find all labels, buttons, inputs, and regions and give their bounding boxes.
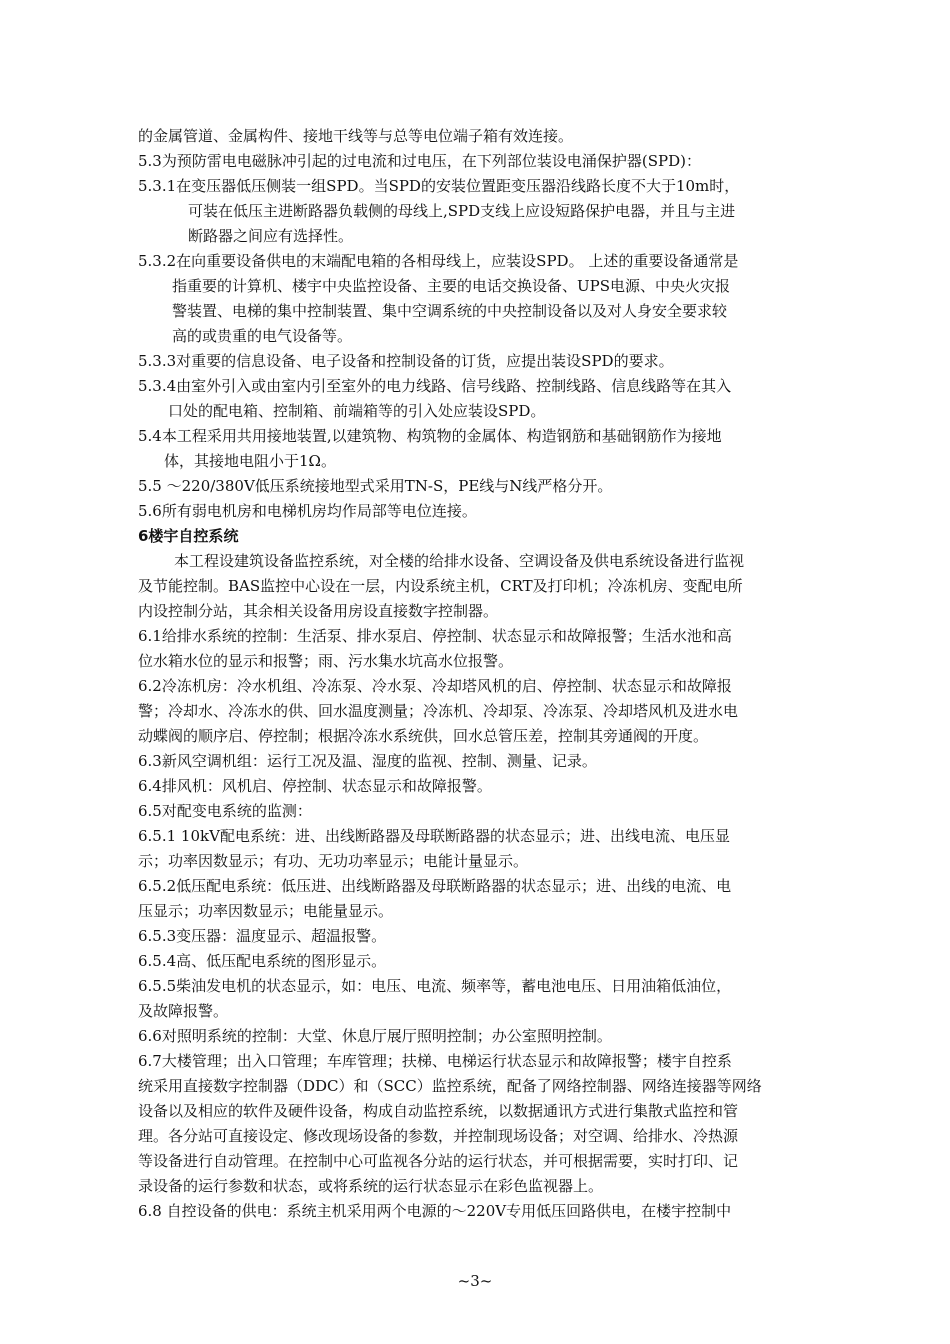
text-line: 断路器之间应有选择性。 [188,227,354,245]
text-line: 5.6所有弱电机房和电梯机房均作局部等电位连接。 [138,502,477,520]
text-line: 位水箱水位的显示和报警；雨、污水集水坑高水位报警。 [138,652,514,670]
text-line: 指重要的计算机、楼宇中央监控设备、主要的电话交换设备、UPS电源、中央火灾报 [172,277,731,295]
text-line: 体，其接地电阻小于1Ω。 [164,452,336,470]
text-line: 设备以及相应的软件及硬件设备，构成自动监控系统，以数据通讯方式进行集散式监控和管 [138,1102,739,1120]
text-line: 示；功率因数显示；有功、无功功率显示；电能计量显示。 [138,852,529,870]
text-line: 6.4排风机：风机启、停控制、状态显示和故障报警。 [138,777,492,795]
text-line: 内设控制分站，其余相关设备用房设直接数字控制器。 [138,602,499,620]
section-heading: 6楼宇自控系统 [138,527,239,545]
text-line: 口处的配电箱、控制箱、前端箱等的引入处应装设SPD。 [168,402,546,420]
text-line: 6.3新风空调机组：运行工况及温、湿度的监视、控制、测量、记录。 [138,752,597,770]
text-line: 5.5 ～220/380V低压系统接地型式采用TN-S，PE线与N线严格分开。 [138,477,613,495]
text-line: 6.1给排水系统的控制：生活泵、排水泵启、停控制、状态显示和故障报警；生活水池和高 [138,627,732,645]
text-line: 的金属管道、金属构件、接地干线等与总等电位端子箱有效连接。 [138,127,574,145]
text-line: 5.3.1在变压器低压侧装一组SPD。当SPD的安装位置距变压器沿线路长度不大于10m时， [138,177,740,195]
text-line: 6.6对照明系统的控制：大堂、休息厅展厅照明控制；办公室照明控制。 [138,1027,612,1045]
text-line: 理。各分站可直接设定、修改现场设备的参数，并控制现场设备；对空调、给排水、冷热源 [138,1127,739,1145]
text-line: 统采用直接数字控制器（DDC）和（SCC）监控系统，配备了网络控制器、网络连接器等网络 [138,1077,762,1095]
text-line: 6.8 自控设备的供电：系统主机采用两个电源的～220V专用低压回路供电，在楼宇控制中 [138,1202,732,1220]
text-line: 警装置、电梯的集中控制装置、集中空调系统的中央控制设备以及对人身安全要求较 [172,302,728,320]
text-line: 本工程设建筑设备监控系统，对全楼的给排水设备、空调设备及供电系统设备进行监视 [174,552,745,570]
text-line: 及节能控制。BAS监控中心设在一层，内设系统主机，CRT及打印机；冷冻机房、变配电所 [138,577,743,595]
document-body [138,124,814,1224]
text-line: 及故障报警。 [138,1002,229,1020]
text-line: 6.5.1 10kV配电系统：进、出线断路器及母联断路器的状态显示；进、出线电流、电压显 [138,827,730,845]
text-line: 6.5.5柴油发电机的状态显示，如：电压、电流、频率等，蓄电池电压、日用油箱低油位， [138,977,732,995]
text-line: 5.4本工程采用共用接地装置,以建筑物、构筑物的金属体、构造钢筋和基础钢筋作为接地 [138,427,722,445]
text-line: 压显示；功率因数显示；电能量显示。 [138,902,394,920]
text-line: 5.3.4由室外引入或由室内引至室外的电力线路、信号线路、控制线路、信息线路等在其入 [138,377,732,395]
text-line: 5.3.2在向重要设备供电的末端配电箱的各相母线上，应装设SPD。 上述的重要设备通常是 [138,252,739,270]
text-line: 6.7大楼管理；出入口管理；车库管理；扶梯、电梯运行状态显示和故障报警；楼宇自控系 [138,1052,732,1070]
page-number: ~3~ [457,1272,493,1290]
text-line: 等设备进行自动管理。在控制中心可监视各分站的运行状态，并可根据需要，实时打印、记 [138,1152,739,1170]
text-line: 6.2冷冻机房：冷水机组、冷冻泵、冷水泵、冷却塔风机的启、停控制、状态显示和故障报 [138,677,732,695]
text-line: 动蝶阀的顺序启、停控制；根据冷冻水系统供，回水总管压差，控制其旁通阀的开度。 [138,727,709,745]
text-line: 5.3.3对重要的信息设备、电子设备和控制设备的订货，应提出装设SPD的要求。 [138,352,674,370]
text-line: 6.5.4高、低压配电系统的图形显示。 [138,952,387,970]
text-line: 5.3为预防雷电电磁脉冲引起的过电流和过电压，在下列部位装设电涌保护器(SPD)： [138,152,701,170]
text-line: 可装在低压主进断路器负载侧的母线上,SPD支线上应设短路保护电器，并且与主进 [188,202,736,220]
text-line: 警；冷却水、冷冻水的供、回水温度测量；冷冻机、冷却泵、冷冻泵、冷却塔风机及进水电 [138,702,739,720]
text-line: 录设备的运行参数和状态，或将系统的运行状态显示在彩色监视器上。 [138,1177,604,1195]
text-line: 6.5.2低压配电系统：低压进、出线断路器及母联断路器的状态显示；进、出线的电流、电 [138,877,732,895]
text-line: 6.5对配变电系统的监测： [138,802,312,820]
text-line: 高的或贵重的电气设备等。 [172,327,353,345]
text-line: 6.5.3变压器：温度显示、超温报警。 [138,927,387,945]
